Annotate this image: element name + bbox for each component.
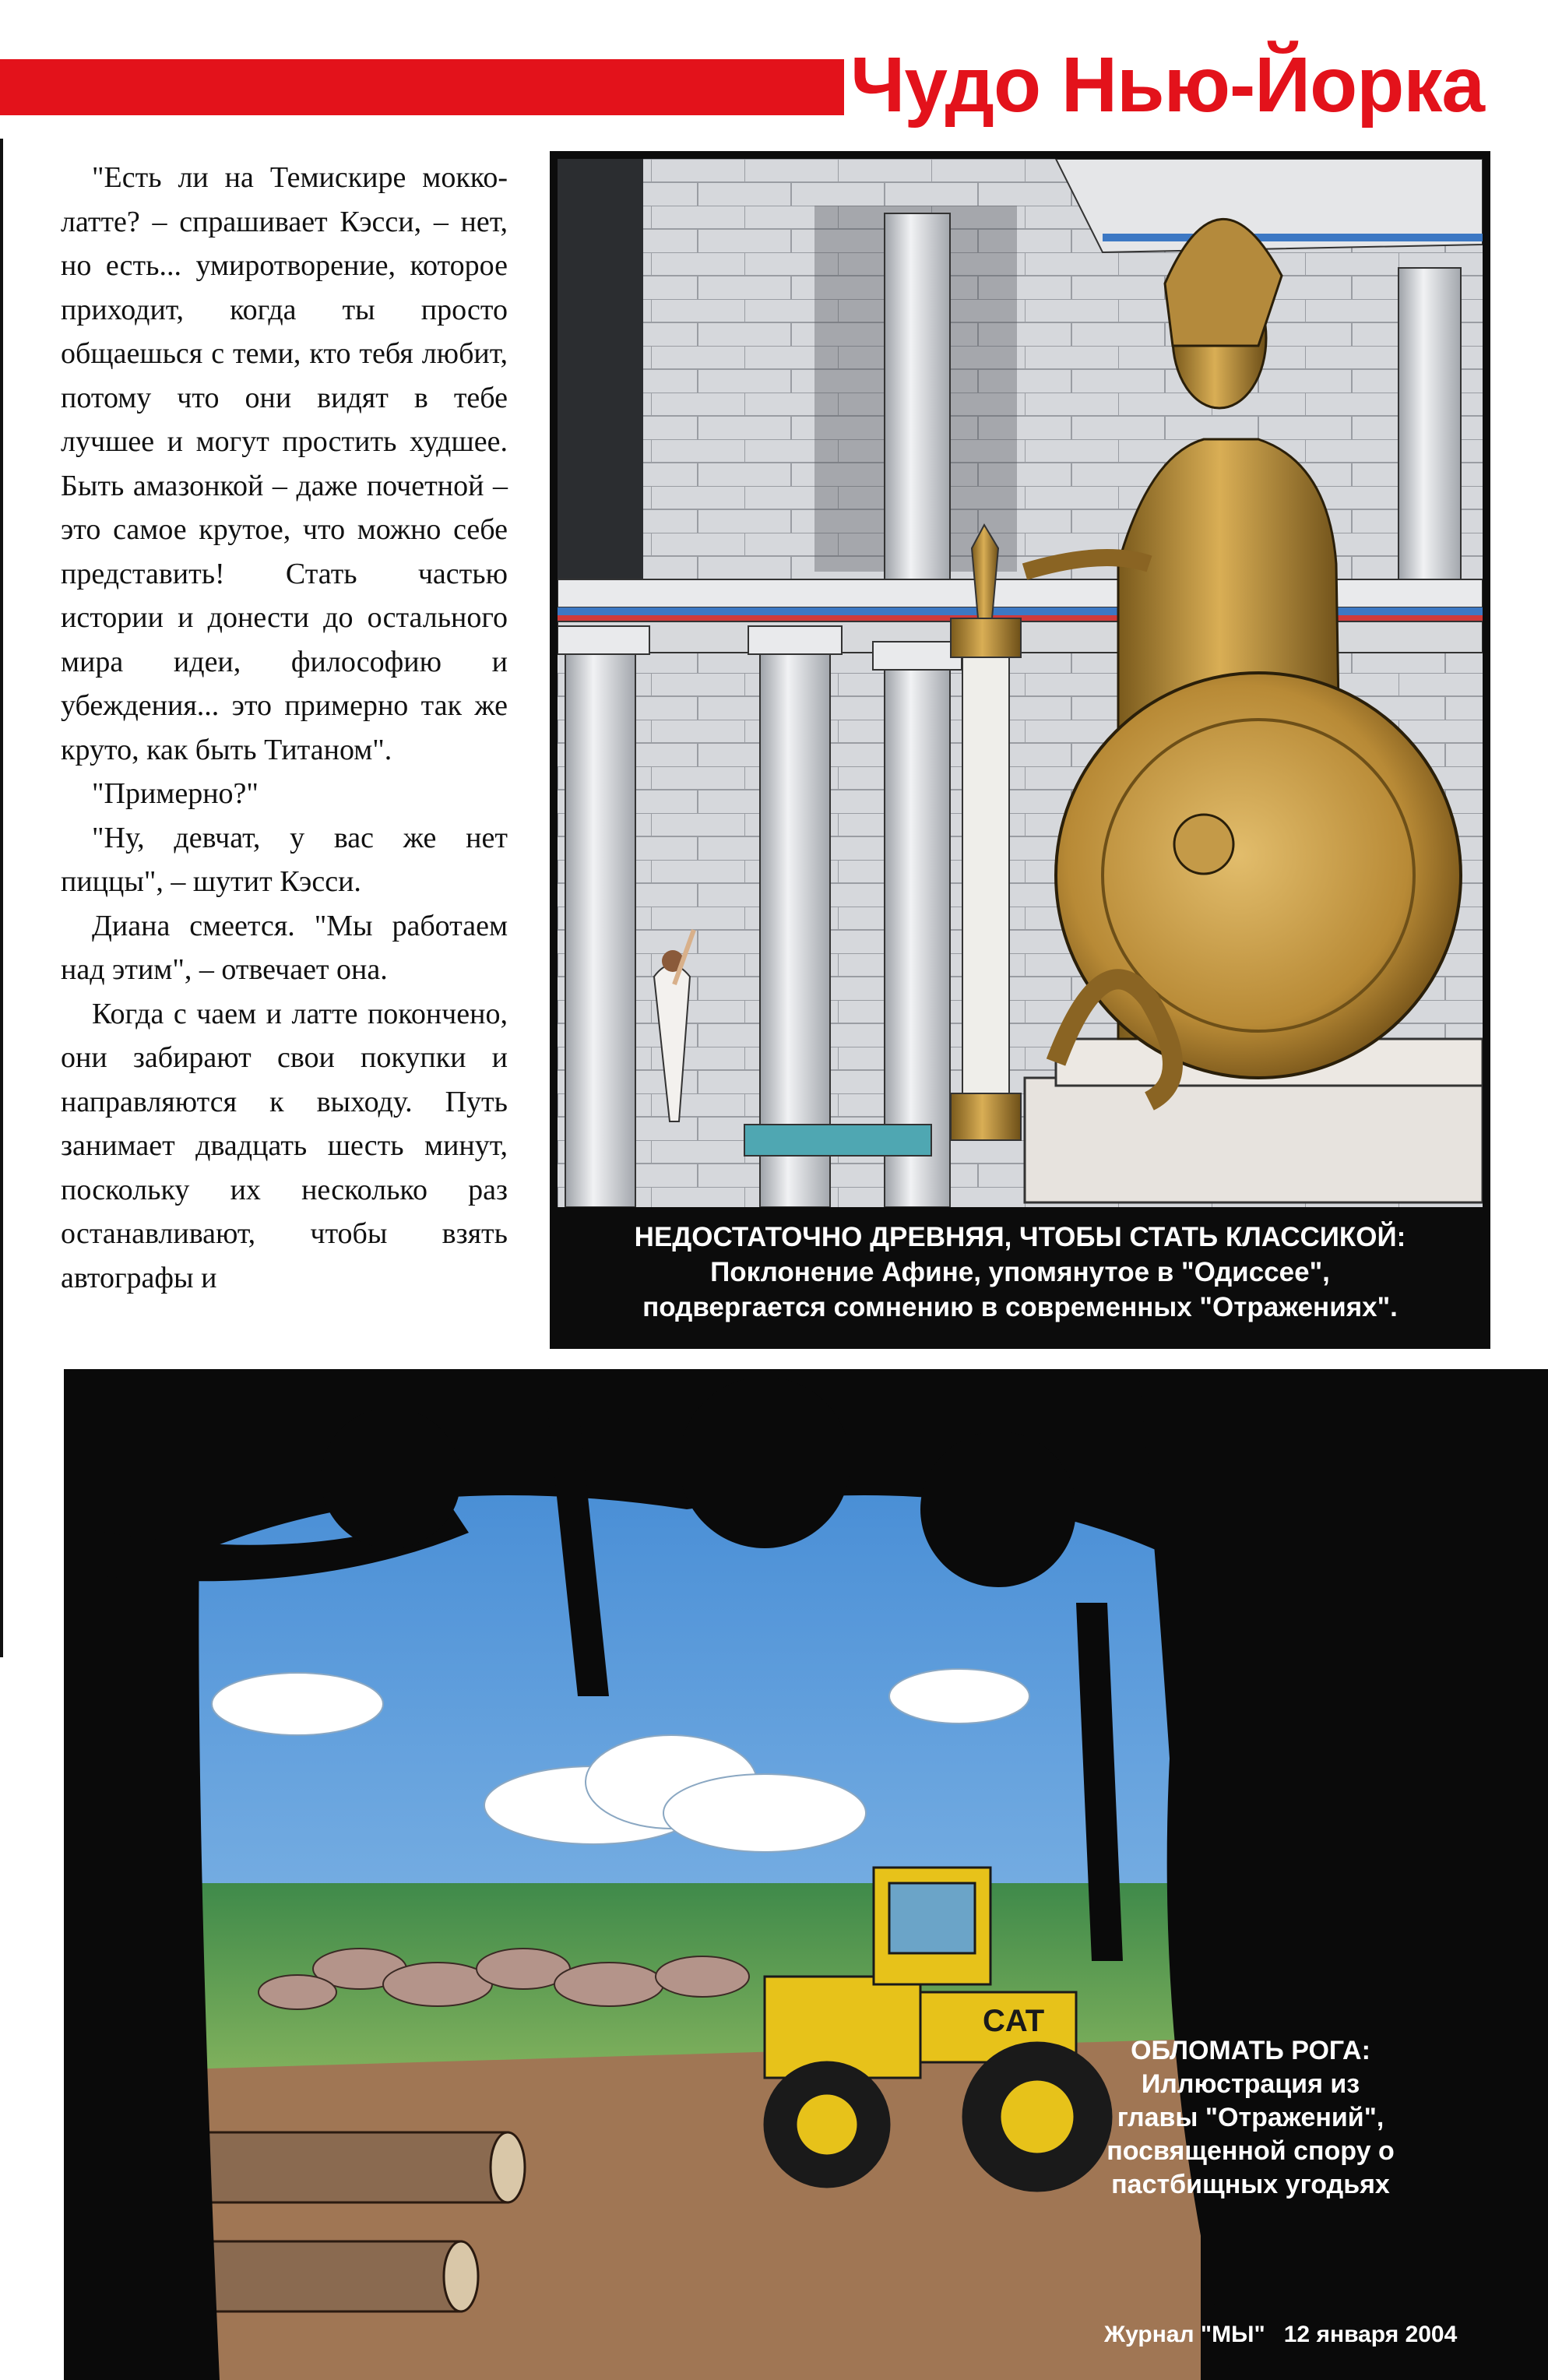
temple-illustration (558, 159, 1483, 1207)
forest-panel (64, 1369, 1548, 2380)
caption-heading: НЕДОСТАТОЧНО ДРЕВНЯЯ, ЧТОБЫ СТАТЬ КЛАССИКОЙ: (634, 1222, 1406, 1252)
magazine-name: Журнал "МЫ" (1104, 2322, 1265, 2347)
article-paragraph: "Есть ли на Темискире мокко-латте? – спрашивает Кэсси, – нет, но есть... умиротворение, которое приходит, когда ты просто общаешься с теми, кто тебя любит, потому что они видят в тебе лучшее и могут простить худшее. Быть амазонкой – даже почетной – это самое крутое, что можно себе представить! Стать частью истории и донести до остального мира идеи, философию и убеждения... это примерно так же круто, как быть Титаном". (61, 161, 508, 766)
caption-heading: ОБЛОМАТЬ РОГА: (1131, 2036, 1370, 2065)
caption-line: посвященной спору о (1106, 2136, 1395, 2166)
bulldozer-logo: CAT (983, 2004, 1045, 2038)
header-bar (0, 59, 844, 115)
caption-line: подвергается сомнению в современных "Отражениях". (642, 1292, 1398, 1322)
page-title: Чудо Нью-Йорка (850, 41, 1484, 129)
issue-date: 12 января 2004 (1283, 2322, 1458, 2347)
article-text (61, 156, 508, 1300)
temple-caption (550, 1220, 1490, 1325)
caption-line: Поклонение Афине, упомянутое в "Одиссее", (710, 1257, 1330, 1287)
forest-drawing (64, 1369, 1548, 2380)
caption-line: Иллюстрация из (1141, 2069, 1360, 2099)
article-paragraph: "Ну, девчат, у вас же нет пиццы", – шутит Кэсси. (61, 821, 508, 898)
article-paragraph: Когда с чаем и латте покончено, они забирают свои покупки и направляются к выходу. Путь занимает двадцать шесть минут, поскольку их несколько раз останавливают, чтобы взять автографы и (61, 997, 508, 1294)
left-rule (0, 139, 3, 1657)
forest-caption (1033, 2034, 1469, 2202)
footer (1104, 2321, 1457, 2349)
caption-line: пастбищных угодьях (1111, 2170, 1390, 2199)
temple-drawing (558, 159, 1483, 1207)
caption-line: главы "Отражений", (1117, 2103, 1384, 2132)
temple-panel (550, 151, 1490, 1349)
article-paragraph: "Примерно?" (92, 777, 259, 810)
article-paragraph: Диана смеется. "Мы работаем над этим", – отвечает она. (61, 909, 508, 986)
